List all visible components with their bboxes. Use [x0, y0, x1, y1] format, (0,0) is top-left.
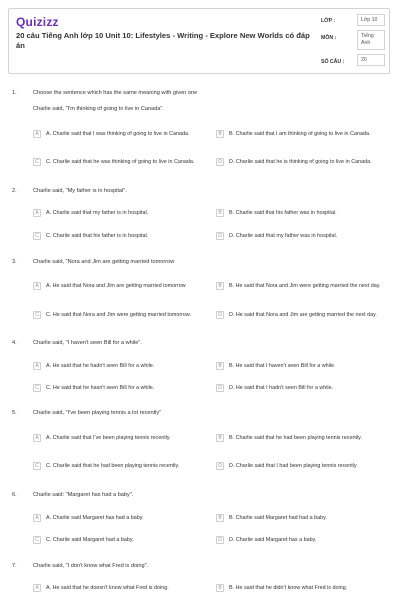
- question-text: Charlie said, "I don't know what Fred is doing".: [33, 563, 149, 569]
- option-text: A. He said that he hadn't seen Bill for a while.: [46, 362, 155, 369]
- question-text: Charlie said, "My father is in hospital".: [33, 188, 127, 194]
- question-number: 5.: [12, 410, 17, 416]
- option-text: A. Charlie said Margaret has had a baby.: [46, 514, 144, 521]
- option-c[interactable]: [33, 378, 213, 398]
- page-title: 20 câu Tiếng Anh lớp 10 Unit 10: Lifestyles - Writing - Explore New Worlds có đáp án: [16, 31, 310, 50]
- option-letter: A: [33, 130, 41, 138]
- option-d[interactable]: [216, 226, 388, 246]
- option-letter: A: [33, 584, 41, 592]
- option-b[interactable]: [216, 578, 388, 598]
- option-text: D. Charlie said that my father was in hospital.: [229, 232, 338, 239]
- option-text: C. He said that he hasn't seen Bill for a while.: [46, 384, 155, 391]
- option-text: A. He said that he doesn't know what Fred is doing.: [46, 584, 169, 591]
- option-text: D. He said that Nora and Jim are getting married the next day.: [229, 311, 377, 318]
- option-text: D. Charlie said Margaret has a baby.: [229, 536, 317, 543]
- option-letter: B: [216, 514, 224, 522]
- option-b[interactable]: [216, 276, 388, 296]
- option-letter: D: [216, 462, 224, 470]
- class-label: LỚP :: [321, 18, 336, 24]
- option-letter: A: [33, 282, 41, 290]
- option-a[interactable]: [33, 508, 213, 528]
- question-text: Choose the sentence which has the same meaning with given one: [33, 90, 198, 96]
- question-text: Charlie said, "I'm thinking of going to live in Canada".: [33, 106, 164, 112]
- question-text: Charlie said, "Nora and Jim are getting married tomorrow: [33, 259, 175, 265]
- option-b[interactable]: [216, 124, 388, 144]
- question-text: Charlie said, "I haven't seen Bill for a while".: [33, 340, 142, 346]
- option-text: B. He said that I haven't seen Bill for a while.: [229, 362, 336, 369]
- option-text: B. Charlie said that his father was in hospital.: [229, 209, 337, 216]
- option-b[interactable]: [216, 203, 388, 223]
- option-text: C. He said that Nora and Jim were getting married tomorrow.: [46, 311, 192, 318]
- question-number: 6.: [12, 492, 17, 498]
- count-value: 20: [357, 54, 385, 66]
- subject-label: MÔN :: [321, 35, 337, 41]
- worksheet-header: [8, 8, 390, 74]
- option-letter: B: [216, 362, 224, 370]
- option-letter: D: [216, 536, 224, 544]
- option-b[interactable]: [216, 428, 388, 448]
- option-text: A. Charlie said that I've been playing tennis recently.: [46, 434, 171, 441]
- option-text: D. He said that I hadn't seen Bill for a while.: [229, 384, 334, 391]
- count-label: SỐ CÂU :: [321, 59, 345, 65]
- option-letter: D: [216, 232, 224, 240]
- option-letter: C: [33, 536, 41, 544]
- option-text: B. Charlie said that I am thinking of going to live in Canada.: [229, 130, 371, 137]
- option-letter: D: [216, 311, 224, 319]
- option-text: C. Charlie said Margaret had a baby.: [46, 536, 134, 543]
- option-letter: B: [216, 282, 224, 290]
- option-letter: A: [33, 362, 41, 370]
- option-d[interactable]: [216, 378, 388, 398]
- option-letter: B: [216, 130, 224, 138]
- option-a[interactable]: [33, 578, 213, 598]
- option-c[interactable]: [33, 305, 213, 325]
- option-text: B. Charlie said that he had been playing tennis recently.: [229, 434, 362, 441]
- question-number: 1.: [12, 90, 17, 96]
- question-number: 7.: [12, 563, 17, 569]
- option-c[interactable]: [33, 456, 213, 476]
- option-d[interactable]: [216, 305, 388, 325]
- class-value: Lớp 10: [357, 14, 385, 26]
- option-text: A. Charlie said that I was thinking of going to live in Canada.: [46, 130, 190, 137]
- option-b[interactable]: [216, 508, 388, 528]
- option-letter: C: [33, 232, 41, 240]
- question-number: 3.: [12, 259, 17, 265]
- option-b[interactable]: [216, 356, 388, 376]
- option-d[interactable]: [216, 530, 388, 550]
- subject-value: Tiếng Anh: [357, 30, 385, 50]
- option-a[interactable]: [33, 428, 213, 448]
- option-letter: D: [216, 384, 224, 392]
- option-c[interactable]: [33, 226, 213, 246]
- option-letter: B: [216, 584, 224, 592]
- option-letter: B: [216, 434, 224, 442]
- option-c[interactable]: [33, 152, 213, 172]
- option-d[interactable]: [216, 456, 388, 476]
- question-text: Charlie said: "Margaret has had a baby".: [33, 492, 134, 498]
- option-letter: C: [33, 462, 41, 470]
- quizizz-logo: Quizizz: [16, 15, 59, 29]
- option-c[interactable]: [33, 530, 213, 550]
- question-number: 4.: [12, 340, 17, 346]
- option-letter: C: [33, 311, 41, 319]
- option-letter: C: [33, 384, 41, 392]
- option-text: A. He said that Nora and Jim are getting married tomorrow: [46, 282, 186, 289]
- option-d[interactable]: [216, 152, 388, 172]
- option-text: C. Charlie said that he was thinking of going to live in Canada.: [46, 158, 195, 165]
- option-text: C. Charlie said that his father is in hospital.: [46, 232, 149, 239]
- option-text: A. Charlie said that my father is in hospital.: [46, 209, 149, 216]
- question-text: Charlie said, "I've been playing tennis a lot recently": [33, 410, 162, 416]
- option-text: B. He said that he didn't know what Fred is doing.: [229, 584, 348, 591]
- option-a[interactable]: [33, 356, 213, 376]
- option-letter: C: [33, 158, 41, 166]
- option-text: C. Charlie said that he had been playing tennis recently.: [46, 462, 180, 469]
- option-a[interactable]: [33, 124, 213, 144]
- option-letter: A: [33, 514, 41, 522]
- option-letter: D: [216, 158, 224, 166]
- option-text: B. He said that Nora and Jim were getting married the next day.: [229, 282, 381, 289]
- option-a[interactable]: [33, 203, 213, 223]
- option-letter: B: [216, 209, 224, 217]
- option-a[interactable]: [33, 276, 213, 296]
- option-letter: A: [33, 434, 41, 442]
- option-letter: A: [33, 209, 41, 217]
- option-text: D. Charlie said that he is thinking of going to live in Canada.: [229, 158, 372, 165]
- option-text: D. Charlie said that I had been playing tennis recently: [229, 462, 357, 469]
- question-number: 2.: [12, 188, 17, 194]
- option-text: B. Charlie said Margaret had had a baby.: [229, 514, 327, 521]
